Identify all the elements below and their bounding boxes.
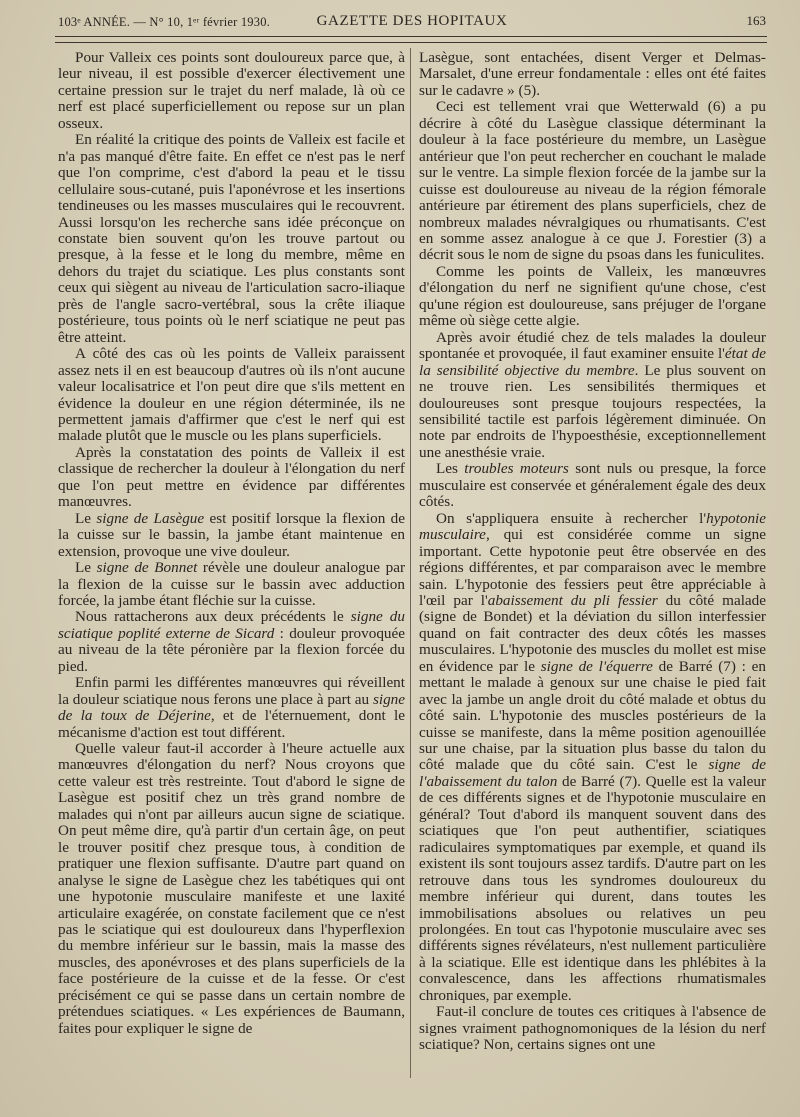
paragraph [58,511,405,560]
text-run: Enfin parmi les différentes manœuvres qui réveillent la douleur sciatique nous ferons une place à part au [58,674,405,708]
text-run: est positif lorsque la flexion de la cuisse sur le bassin, la jambe étant maintenue en extension, provoque une vive douleur. [58,509,405,560]
italic-term: état de la sensibilité objective du membre [419,345,766,379]
text-run: . Le plus souvent on ne trouve rien. Les sensibilités thermiques et douloureuses sont presque toujours respectées, la sensibilité tactile est parfois légèrement diminuée. On note par endroits de l'hypoesthésie, exceptionnellement une anesthésie vraie. [419,361,766,461]
italic-term: signe de l'abaissement du talon [419,756,766,790]
italic-term: abaissement du pli fessier [487,591,658,609]
text-run: Après la constatation des points de Valleix il est classique de rechercher la douleur à l'élongation du nerf que l'on peut mettre en évidence par différentes manœuvres. [58,443,405,511]
italic-term: signe de la toux de Déjerine [58,690,405,725]
paragraph [419,330,766,462]
paragraph [58,609,405,675]
text-run: révèle une douleur analogue par la flexion de la cuisse sur le bassin avec adduction forcée, la jambe étant fléchie sur la cuisse. [58,559,405,609]
text-run: : douleur provoquée au niveau de la tête péronière par la flexion forcée du pied. [58,624,405,675]
journal-title: GAZETTE DES HOPITAUX [316,13,508,29]
paragraph [58,445,405,511]
italic-term: troubles moteurs [464,460,569,478]
paragraph [58,741,405,1037]
column-separator [410,48,411,1078]
right-column [419,50,766,1080]
italic-term: signe de Lasègue [96,509,205,527]
page-number: 163 [746,13,766,28]
paragraph [58,50,405,132]
italic-term: signe du sciatique poplité externe de Sicard [58,608,405,642]
paragraph [58,560,405,609]
text-run: du côté malade (signe de Bondet) et la déviation du sillon interfessier quand on fait contracter des deux côtés les masses musculaires. L'hypotonie des muscles du mollet est mise en évidence par le [419,591,766,675]
text-run: Pour Valleix ces points sont douloureux parce que, à leur niveau, il est possible d'exercer électivement une certaine pression sur le trajet du nerf malade, là où ce nerf est placé superficiellement ou repose sur un plan osseux. [58,50,405,132]
paragraph [419,511,766,1005]
italic-term: hypotonie musculaire [419,509,766,544]
text-run: de Barré (7). Quelle est la valeur de ces différents signes et de l'hypotonie musculaire en général? Tout d'abord ils manquent souvent dans des sciatiques que l'on peut authentifier, sciatiques radiculaires symptomatiques par exemple, et quand ils existent ils sont toujours assez tardifs. D'autre part on les retrouve dans tous les syndromes douloureux du membre inférieur qui durent, dans toutes les immobilisations absolues ou relatives un peu prolongées. En tout cas l'hypotonie musculaire avec ses différents signes révélateurs, n'est nullement particulière à la sciatique. Elle est identique dans les phlébites à la convalescence, dans les affections rhumatismales chroniques, par exemple. [419,772,766,1004]
paragraph [58,346,405,445]
paragraph [419,99,766,264]
header-double-rule [55,36,767,43]
text-run: sont nuls ou presque, la force musculaire est conservée et généralement égale des deux côtés. [419,460,766,511]
paragraph [419,461,766,510]
text-run: Le [75,509,97,527]
paragraph [419,264,766,330]
italic-term: signe de Bonnet [96,559,198,577]
paragraph [58,132,405,346]
text-run: On s'appliquera ensuite à rechercher l' [436,509,707,527]
text-run: Faut-il conclure de toutes ces critiques à l'absence de signes vraiment pathognomoniques de la lésion du nerf sciatique? Non, certains signes ont une [419,1003,766,1054]
paragraph [58,675,405,741]
text-run: Ceci est tellement vrai que Wetterwald (6) a pu décrire à côté du Lasègue classique déterminant la douleur à la face postérieure du membre, un Lasègue antérieur que l'on peut rechercher en couchant le malade sur le ventre. La simple flexion forcée de la jambe sur la cuisse est douloureuse au niveau de la région fémorale antérieure par étirement des plans superficiels, chez de nombreux malades névralgiques ou rhumatisants. C'est en somme assez analogue à ce que J. Forestier (3) a décrit sous le nom de signe du psoas dans les funiculites. [419,98,766,264]
text-run: Les [436,460,465,478]
text-run: Lasègue, sont entachées, disent Verger et Delmas-Marsalet, d'une erreur fondamentale : elles ont été faites sur le cadavre » (5). [419,50,766,99]
paragraph [419,50,766,99]
issue-info: 103ᵉ ANNÉE. — N° 10, 1ᵉʳ février 1930. [58,15,270,29]
text-run: A côté des cas où les points de Valleix paraissent assez nets il en est beaucoup d'autres où ils n'ont aucune valeur localisatrice et l'on peut dire que s'ils mettent en évidence la douleur en une région déterminée, ils ne permettent jamais d'affirmer que c'est le nerf qui est malade plutôt que le muscle ou les plans superficiels. [58,345,405,445]
text-run: Après avoir étudié chez de tels malades la douleur spontanée et provoquée, il faut examiner ensuite l' [419,328,766,363]
text-run: Comme les points de Valleix, les manœuvres d'élongation du nerf ne signifient qu'une chose, c'est qu'une région est douloureuse, sans préjuger de l'organe même où siège cette algie. [419,262,766,330]
italic-term: signe de l'équerre [540,657,653,675]
text-run: Le [75,559,97,577]
text-run: , et de l'éternuement, dont le mécanisme d'action est tout différent. [58,707,405,741]
text-run: En réalité la critique des points de Valleix est facile et n'a pas manqué d'être faite. En effet ce n'est pas le nerf que l'on comprime, c'est d'abord la peau et le tissu cellulaire sous-cutané, puis l'aponévrose et les insertions tendineuses ou les masses musculaires qui le recouvrent. Aussi lorsqu'on les recherche sans idée préconçue on constate bien souvent qu'on les trouve partout ou presque, à la fesse et le long du membre, même en dehors du trajet du sciatique. Les plus constants sont ceux qui siègent au niveau de l'articulation sacro-iliaque près de l'angle sacro-vertébral, sous la crête iliaque postérieure, tous points où le nerf sciatique ne peut pas être atteint. [58,131,405,346]
text-run: , qui est considérée comme un signe important. Cette hypotonie peut être observée en des régions différentes, et par comparaison avec le membre sain. L'hypotonie des fessiers peut être appréciable à l'œil par l' [419,526,766,609]
text-run: Quelle valeur faut-il accorder à l'heure actuelle aux manœuvres d'élongation du nerf? Nous croyons que cette valeur est très restreinte. Tout d'abord le signe de Lasègue est positif chez un très grand nombre de malades qui n'ont par ailleurs aucun signe de sciatique. On peut même dire, qu'à partir d'un certain âge, on peut le trouver positif chez presque tous, à condition de pratiquer une flexion suffisante. D'autre part quand on analyse le signe de Lasègue chez les tabétiques qui ont une hypotonie musculaire manifeste et une laxité articulaire exagérée, on constate facilement que ce n'est pas le sciatique qui est douloureux dans l'hyperflexion du membre inférieur sur le bassin, mais la masse des muscles, des aponévroses et des plans superficiels de la face postérieure de la cuisse et de la fesse. Or c'est précisément ce qui se passe dans un certain nombre de prétendues sciatiques. « Les expériences de Baumann, faites pour expliquer le signe de [58,740,405,1037]
paragraph [419,1004,766,1053]
page-header [58,12,766,34]
text-run: Nous rattacherons aux deux précédents le [75,608,351,626]
text-run: de Barré (7) : en mettant le malade à genoux sur une chaise le pied fait avec la jambe un angle droit du côté malade et obtus du côté sain. L'hypotonie des muscles postérieurs de la cuisse se manifeste, dans la même position agenouillée sur une chaise, par la situation plus basse du talon du côté malade que du côté sain. C'est le [419,657,766,774]
left-column [58,50,405,1080]
